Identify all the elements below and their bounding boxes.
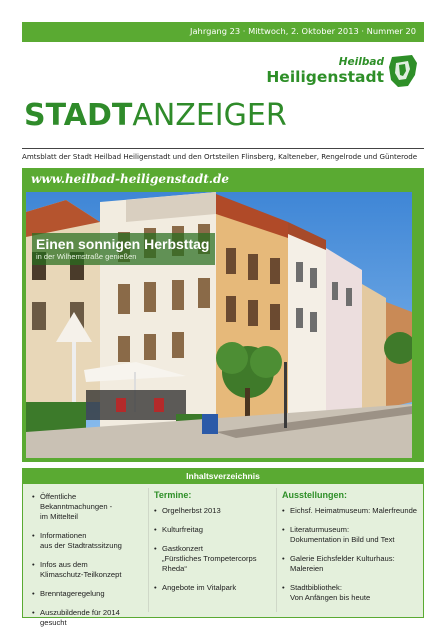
logo-line-2: Heiligenstadt (266, 68, 384, 86)
contents-item[interactable]: • Literaturmuseum: Dokumentation in Bild und Text (282, 525, 418, 545)
website-url[interactable]: www.heilbad-heiligenstadt.de (31, 172, 229, 186)
contents-item[interactable]: • Eichsf. Heimatmuseum: Malerfreunde (282, 506, 418, 516)
contents-item[interactable]: • Kulturfreitag (154, 525, 270, 535)
city-logo-text (266, 56, 384, 86)
column-divider (148, 488, 149, 612)
contents-item[interactable]: • Gastkonzert „Fürstliches Trompetercorps Rheda“ (154, 544, 270, 574)
masthead-bold: STADT (24, 98, 133, 133)
cover-photo-street (26, 192, 412, 458)
city-coat-of-arms-icon (386, 53, 420, 89)
contents-item[interactable]: • Informationen aus der Stadtratssitzung (32, 531, 142, 551)
issue-line: Jahrgang 23 · Mittwoch, 2. Oktober 2013 · Nummer 20 (190, 26, 416, 36)
cover-caption-subtitle: in der Wilhemstraße genießen (36, 252, 137, 261)
masthead-rule (22, 148, 424, 149)
cover-caption (32, 233, 215, 265)
contents-column-general (32, 492, 142, 637)
contents-item[interactable]: • Auszubildende für 2014 gesucht (32, 608, 142, 628)
contents-item[interactable]: • Stadtbibliothek: Von Anfängen bis heute (282, 583, 418, 603)
amtsblatt-subtitle: Amtsblatt der Stadt Heilbad Heiligenstadt und den Ortsteilen Flinsberg, Kalteneber, Rengelrode und Günterode (22, 152, 418, 161)
contents-item[interactable]: • Angebote im Vitalpark (154, 583, 270, 593)
contents-column-termine (154, 490, 270, 602)
termine-heading: Termine: (154, 490, 192, 500)
ausstellungen-heading: Ausstellungen: (282, 490, 348, 500)
contents-item[interactable]: • Infos aus dem Klimaschutz-Teilkonzept (32, 560, 142, 580)
logo-line-1: Heilbad (338, 56, 384, 68)
contents-item[interactable]: • Galerie Eichsfelder Kulturhaus: Malereien (282, 554, 418, 574)
contents-column-ausstellungen (282, 490, 418, 612)
cover-caption-title: Einen sonnigen Herbsttag (36, 236, 210, 252)
contents-title: Inhaltsverzeichnis (22, 468, 424, 484)
column-divider (276, 488, 277, 612)
contents-item[interactable]: • Öffentliche Bekanntmachungen - im Mittelteil (32, 492, 142, 522)
masthead-title (24, 98, 287, 134)
contents-item[interactable]: • Brenntageregelung (32, 589, 142, 599)
masthead-light: ANZEIGER (132, 98, 287, 133)
contents-item[interactable]: • Orgelherbst 2013 (154, 506, 270, 516)
issue-banner (22, 22, 424, 42)
